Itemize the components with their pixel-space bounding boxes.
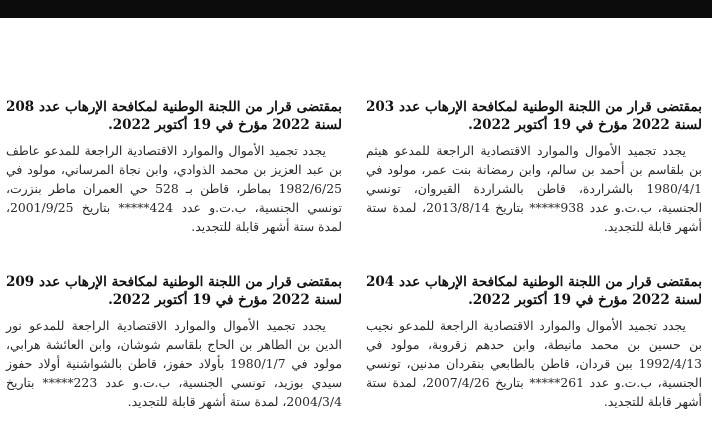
decision-heading: بمقتضى قرار من اللجنة الوطنية لمكافحة الإرهاب عدد 204 لسنة 2022 مؤرخ في 19 أكتوبر 2022. [366, 274, 702, 308]
top-black-bar [0, 0, 712, 18]
decision-203 [366, 98, 702, 236]
decision-209 [6, 273, 342, 411]
decision-heading: بمقتضى قرار من اللجنة الوطنية لمكافحة الإرهاب عدد 203 لسنة 2022 مؤرخ في 19 أكتوبر 2022. [366, 99, 702, 133]
decision-text: يجدد تجميد الأموال والموارد الاقتصادية الراجعة للمدعو عاطف بن عبد العزيز بن محمد الذوادي، وابن نجاة المرساني، مولود في 1982/6/25 بماطر، قاطن بـ 528 حي العمران ماطر بنزرت، تونسي الجنسية، ب.ت.و عدد 424***** بتاريخ 2001/9/25، لمدة ستة أشهر قابلة للتجديد. [6, 143, 342, 234]
decision-body [366, 141, 702, 236]
decision-208 [6, 98, 342, 236]
decision-heading: بمقتضى قرار من اللجنة الوطنية لمكافحة الإرهاب عدد 208 لسنة 2022 مؤرخ في 19 أكتوبر 2022. [6, 99, 342, 133]
decision-204 [366, 273, 702, 411]
decision-heading: بمقتضى قرار من اللجنة الوطنية لمكافحة الإرهاب عدد 209 لسنة 2022 مؤرخ في 19 أكتوبر 2022. [6, 274, 342, 308]
decision-body [6, 316, 342, 411]
decision-body [6, 141, 342, 236]
decision-body [366, 316, 702, 411]
decision-text: يجدد تجميد الأموال والموارد الاقتصادية الراجعة للمدعو هيثم بن بلقاسم بن أحمد بن سالم، وابن رمضانة بنت عمر، مولود في 1980/4/1 بالشراردة، قاطن بالشراردة القيروان، تونسي الجنسية، ب.ت.و عدد 938***** بتاريخ 2013/8/14، لمدة ستة أشهر قابلة للتجديد. [366, 143, 703, 234]
decision-text: يجدد تجميد الأموال والموارد الاقتصادية الراجعة للمدعو نجيب بن حسين بن محمد مانيطة، وابن حدهم زقروبة، مولود في 1992/4/13 ببن قردان، قاطن بالطابعي بنقردان مدنين، تونسي الجنسية، ب.ت.و عدد 261***** بتاريخ 2007/4/26، لمدة ستة أشهر قابلة للتجديد. [366, 318, 703, 409]
decision-text: يجدد تجميد الأموال والموارد الاقتصادية الراجعة للمدعو نور الدين بن الطاهر بن الحاج بلقاسم شوشان، وابن العائشة هرابي، مولود في 1980/1/7 بأولاد حفوز، قاطن بالشواشنية أولاد حفوز سيدي بوزيد، تونسي الجنسية، ب.ت.و عدد 223***** بتاريخ 2004/3/4، لمدة ستة أشهر قابلة للتجديد. [6, 318, 342, 409]
